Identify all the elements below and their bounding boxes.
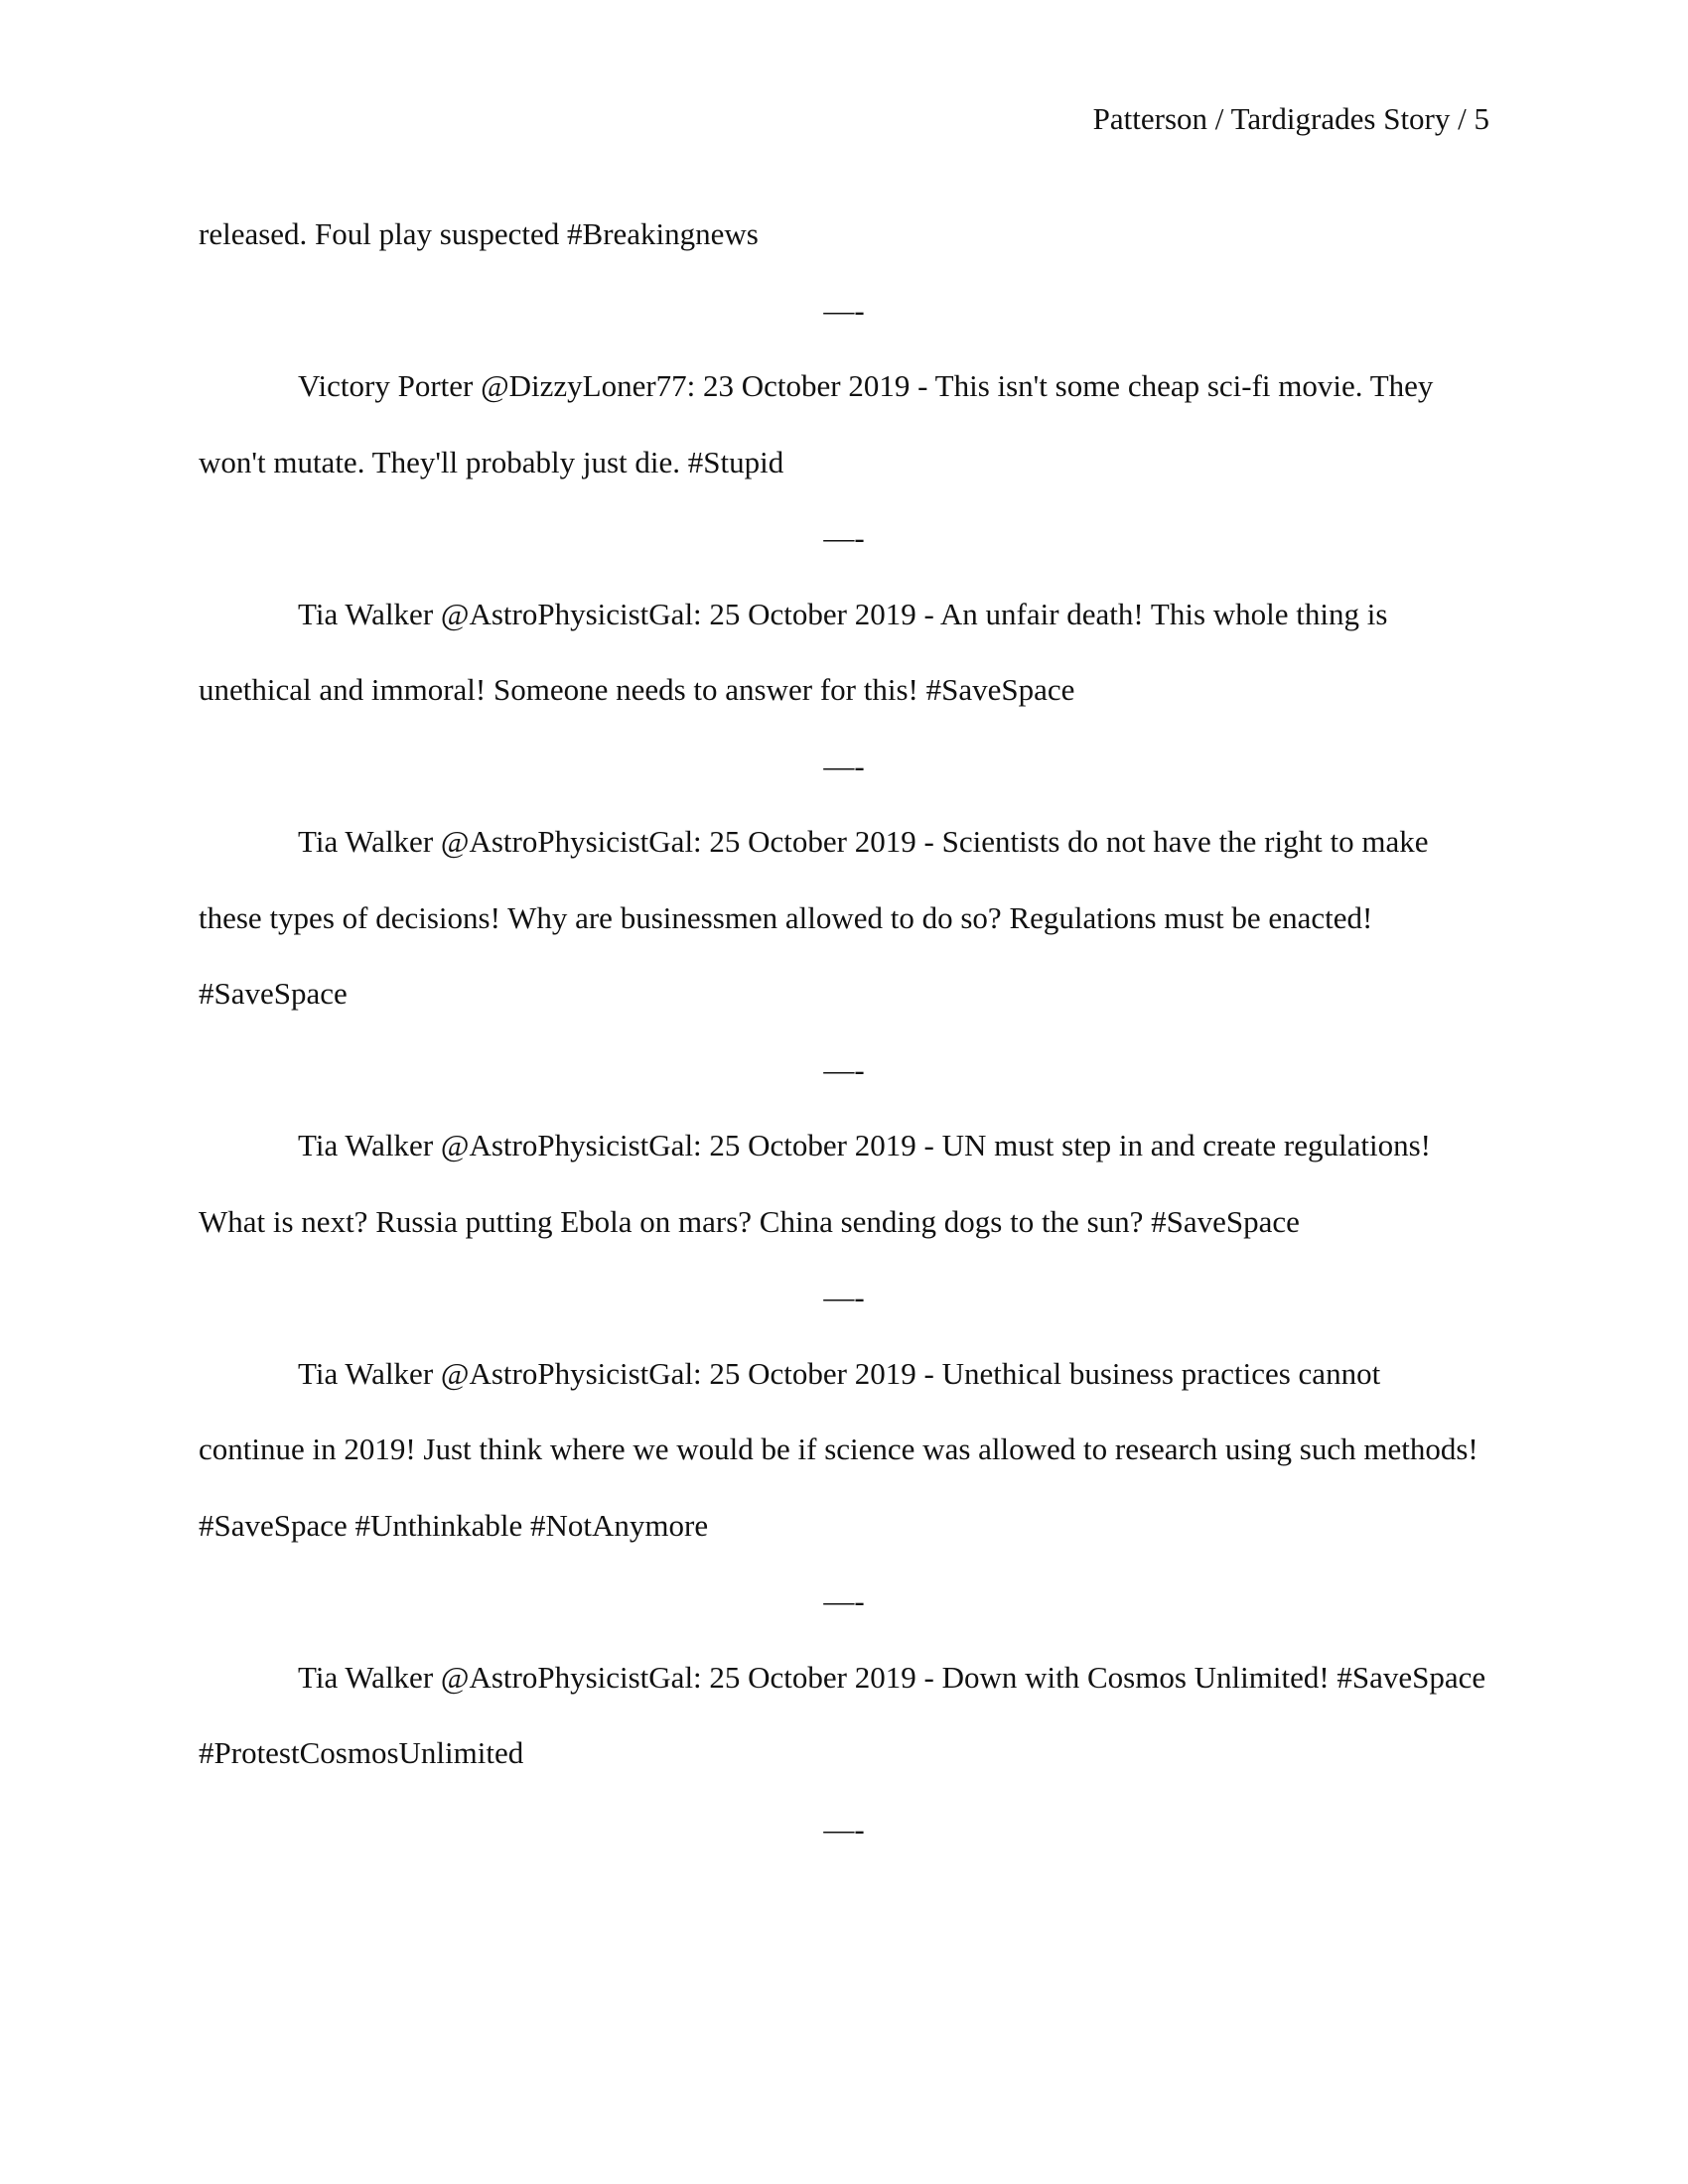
section-separator [199,1792,1489,1868]
post-entry: Tia Walker @AstroPhysicistGal: 25 October 2019 - UN must step in and create regulations! What is next? Russia putting Ebola on mars? China sending dogs to the sun? #SaveSpace [199,1128,1431,1239]
post-entry: Victory Porter @DizzyLoner77: 23 October 2019 - This isn't some cheap sci-fi movie. They won't mutate. They'll probably just die. #Stupid [199,368,1434,479]
running-head: Patterson / Tardigrades Story / 5 [1092,101,1489,136]
separator-mark: —- [823,520,865,555]
continued-paragraph: released. Foul play suspected #Breakingnews [199,216,759,251]
separator-mark: —- [823,1051,865,1087]
separator-mark: —- [823,1583,865,1618]
section-separator [199,273,1489,349]
post-entry: Tia Walker @AstroPhysicistGal: 25 October 2019 - Scientists do not have the right to make these types of decisions! Why are businessmen allowed to do so? Regulations must be enacted! #SaveSpace [199,824,1429,1011]
section-separator [199,1032,1489,1109]
separator-mark: —- [823,292,865,328]
section-separator [199,500,1489,577]
post-entry: Tia Walker @AstroPhysicistGal: 25 October 2019 - An unfair death! This whole thing is unethical and immoral! Someone needs to answer for this! #SaveSpace [199,596,1388,707]
document-body [199,197,1489,1867]
post-entry: Tia Walker @AstroPhysicistGal: 25 October 2019 - Unethical business practices cannot continue in 2019! Just think where we would be if science was allowed to research using such methods! #SaveSpace #Unthinkable #NotAnymore [199,1355,1478,1543]
section-separator [199,729,1489,805]
separator-mark: —- [823,1280,865,1314]
section-separator [199,1260,1489,1336]
separator-mark: —- [823,748,865,783]
post-entry: Tia Walker @AstroPhysicistGal: 25 October 2019 - Down with Cosmos Unlimited! #SaveSpace #ProtestCosmosUnlimited [199,1659,1486,1770]
separator-mark: —- [823,1811,865,1846]
section-separator [199,1564,1489,1640]
